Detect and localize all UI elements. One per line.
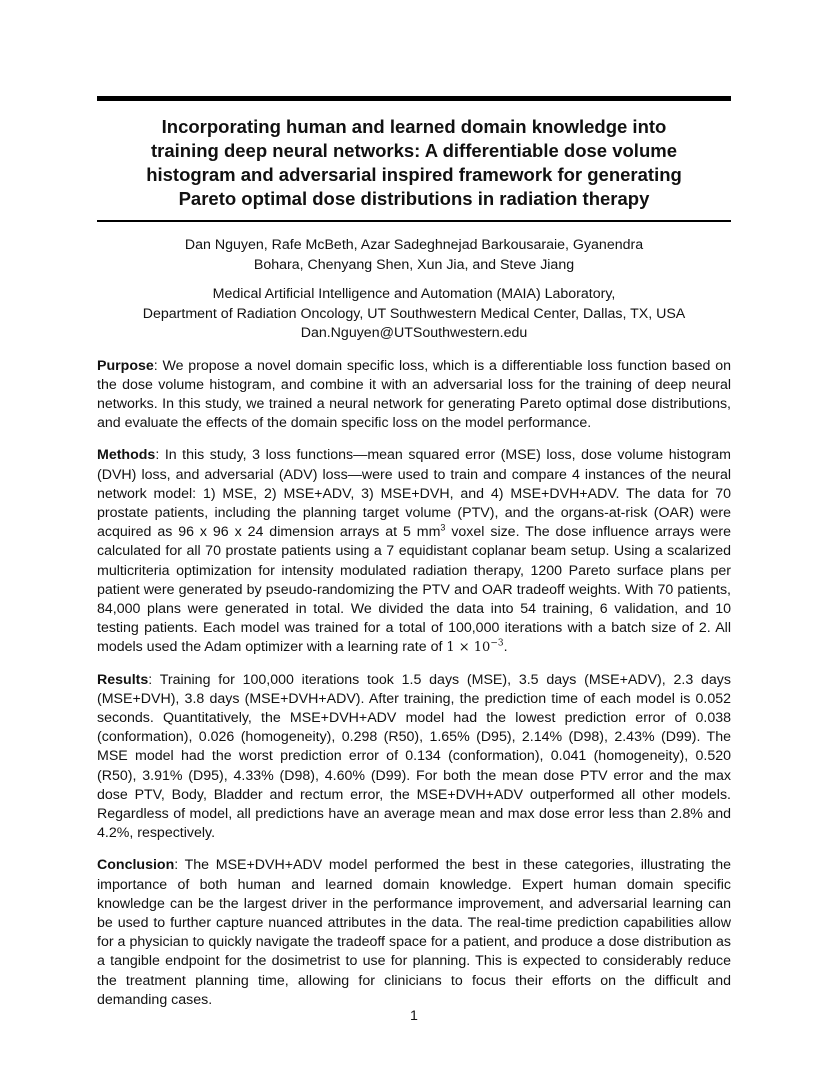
- affiliation-lab: Medical Artificial Intelligence and Automation (MAIA) Laboratory,: [212, 286, 616, 302]
- voxel-exponent: 3: [440, 522, 446, 533]
- conclusion-heading: Conclusion: [97, 857, 175, 874]
- methods-text-b: voxel size. The dose influence arrays were calculated for all 70 prostate patients using a 7 equidistant coplanar beam setup. Using a scalarized multicriteria optimization for intensity modulated radiation therapy, 1200 Pareto surface plans per patient were generated by pseudo-randomizing the PTV and OAR tradeoff weights. With 70 patients, 84,000 plans were generated in total. We divided the data into 54 training, 6 validation, and 10 testing patients. Each model was trained for a total of 100,000 iterations with a batch size of 2. All models used the Adam optimizer with a learning rate of: [97, 524, 731, 656]
- page-number: 1: [410, 1008, 418, 1024]
- results-text: : Training for 100,000 iterations took 1.5 days (MSE), 3.5 days (MSE+ADV), 2.3 days (MSE+DVH), 3.8 days (MSE+DVH+ADV). After training, the prediction time of each model is 0.052 seconds. Quantitatively, the MSE+DVH+ADV model had the lowest prediction error of 0.038 (conformation), 0.026 (homogeneity), 0.298 (R50), 1.65% (D95), 2.14% (D98), 2.43% (D99). The MSE model had the worst prediction error of 0.134 (conformation), 0.041 (homogeneity), 0.520 (R50), 3.91% (D95), 4.33% (D98), 4.60% (D99). For both the mean dose PTV error and the max dose PTV, Body, Bladder and rectum error, the MSE+DVH+ADV outperformed all other models. Regardless of model, all predictions have an average mean and max dose error less than 2.8% and 4.2%, respectively.: [97, 671, 731, 842]
- learning-rate: [446, 640, 503, 655]
- affiliation-block: [97, 285, 731, 344]
- purpose-section: [97, 357, 731, 434]
- methods-text-c: .: [503, 639, 508, 656]
- title-rule: [97, 220, 731, 222]
- author-list: Dan Nguyen, Rafe McBeth, Azar Sadeghnejad Barkousaraie, Gyanendra Bohara, Chenyang Shen, Xun Jia, and Steve Jiang: [184, 237, 644, 273]
- methods-section: [97, 446, 731, 657]
- top-rule: [97, 96, 731, 101]
- conclusion-text: : The MSE+DVH+ADV model performed the best in these categories, illustrating the importance of both human and learned domain knowledge. Expert human domain specific knowledge can be the largest driver in the performance improvement, and adversarial learning can be used to further capture nuanced attributes in the data. The real-time prediction capabilities allow for a physician to quickly navigate the tradeoff space for a patient, and produce a dose distribution as a tangible endpoint for the dosimetrist to use for planning. This is expected to considerably reduce the treatment planning time, allowing for clinicians to focus their efforts on the difficult and demanding cases.: [97, 857, 731, 1008]
- purpose-text: : We propose a novel domain specific loss, which is a differentiable loss function based on the dose volume histogram, and combine it with an adversarial loss for the training of deep neural networks. In this study, we trained a neural network for generating Pareto optimal dose distributions, and evaluate the effects of the domain specific loss on the model performance.: [97, 357, 731, 432]
- methods-text-a: : In this study, 3 loss functions—mean squared error (MSE) loss, dose volume histogram (DVH) loss, and adversarial (ADV) loss—were used to train and compare 4 instances of the neural network model: 1) MSE, 2) MSE+ADV, 3) MSE+DVH, and 4) MSE+DVH+ADV. The data for 70 prostate patients, including the planning target volume (PTV), and the organs-at-risk (OAR) were acquired as 96 x 96 x 24 dimension arrays at 5 mm: [97, 447, 731, 541]
- affiliation-department: Department of Radiation Oncology, UT Southwestern Medical Center, Dallas, TX, USA: [142, 305, 686, 322]
- methods-heading: Methods: [97, 447, 156, 464]
- learning-rate-exponent: −3: [490, 639, 504, 650]
- purpose-heading: Purpose: [97, 357, 154, 374]
- author-email: Dan.Nguyen@UTSouthwestern.edu: [300, 325, 528, 341]
- paper-page: [97, 96, 731, 1010]
- conclusion-section: [97, 856, 731, 1010]
- results-section: [97, 671, 731, 844]
- learning-rate-base: 1 × 10: [446, 640, 491, 656]
- paper-title: Incorporating human and learned domain knowledge into training deep neural networks: A differentiable dose volume histogram and adversarial inspired framework for generating Pareto optimal dose distributions in radiation therapy: [146, 116, 682, 209]
- results-heading: Results: [97, 671, 149, 688]
